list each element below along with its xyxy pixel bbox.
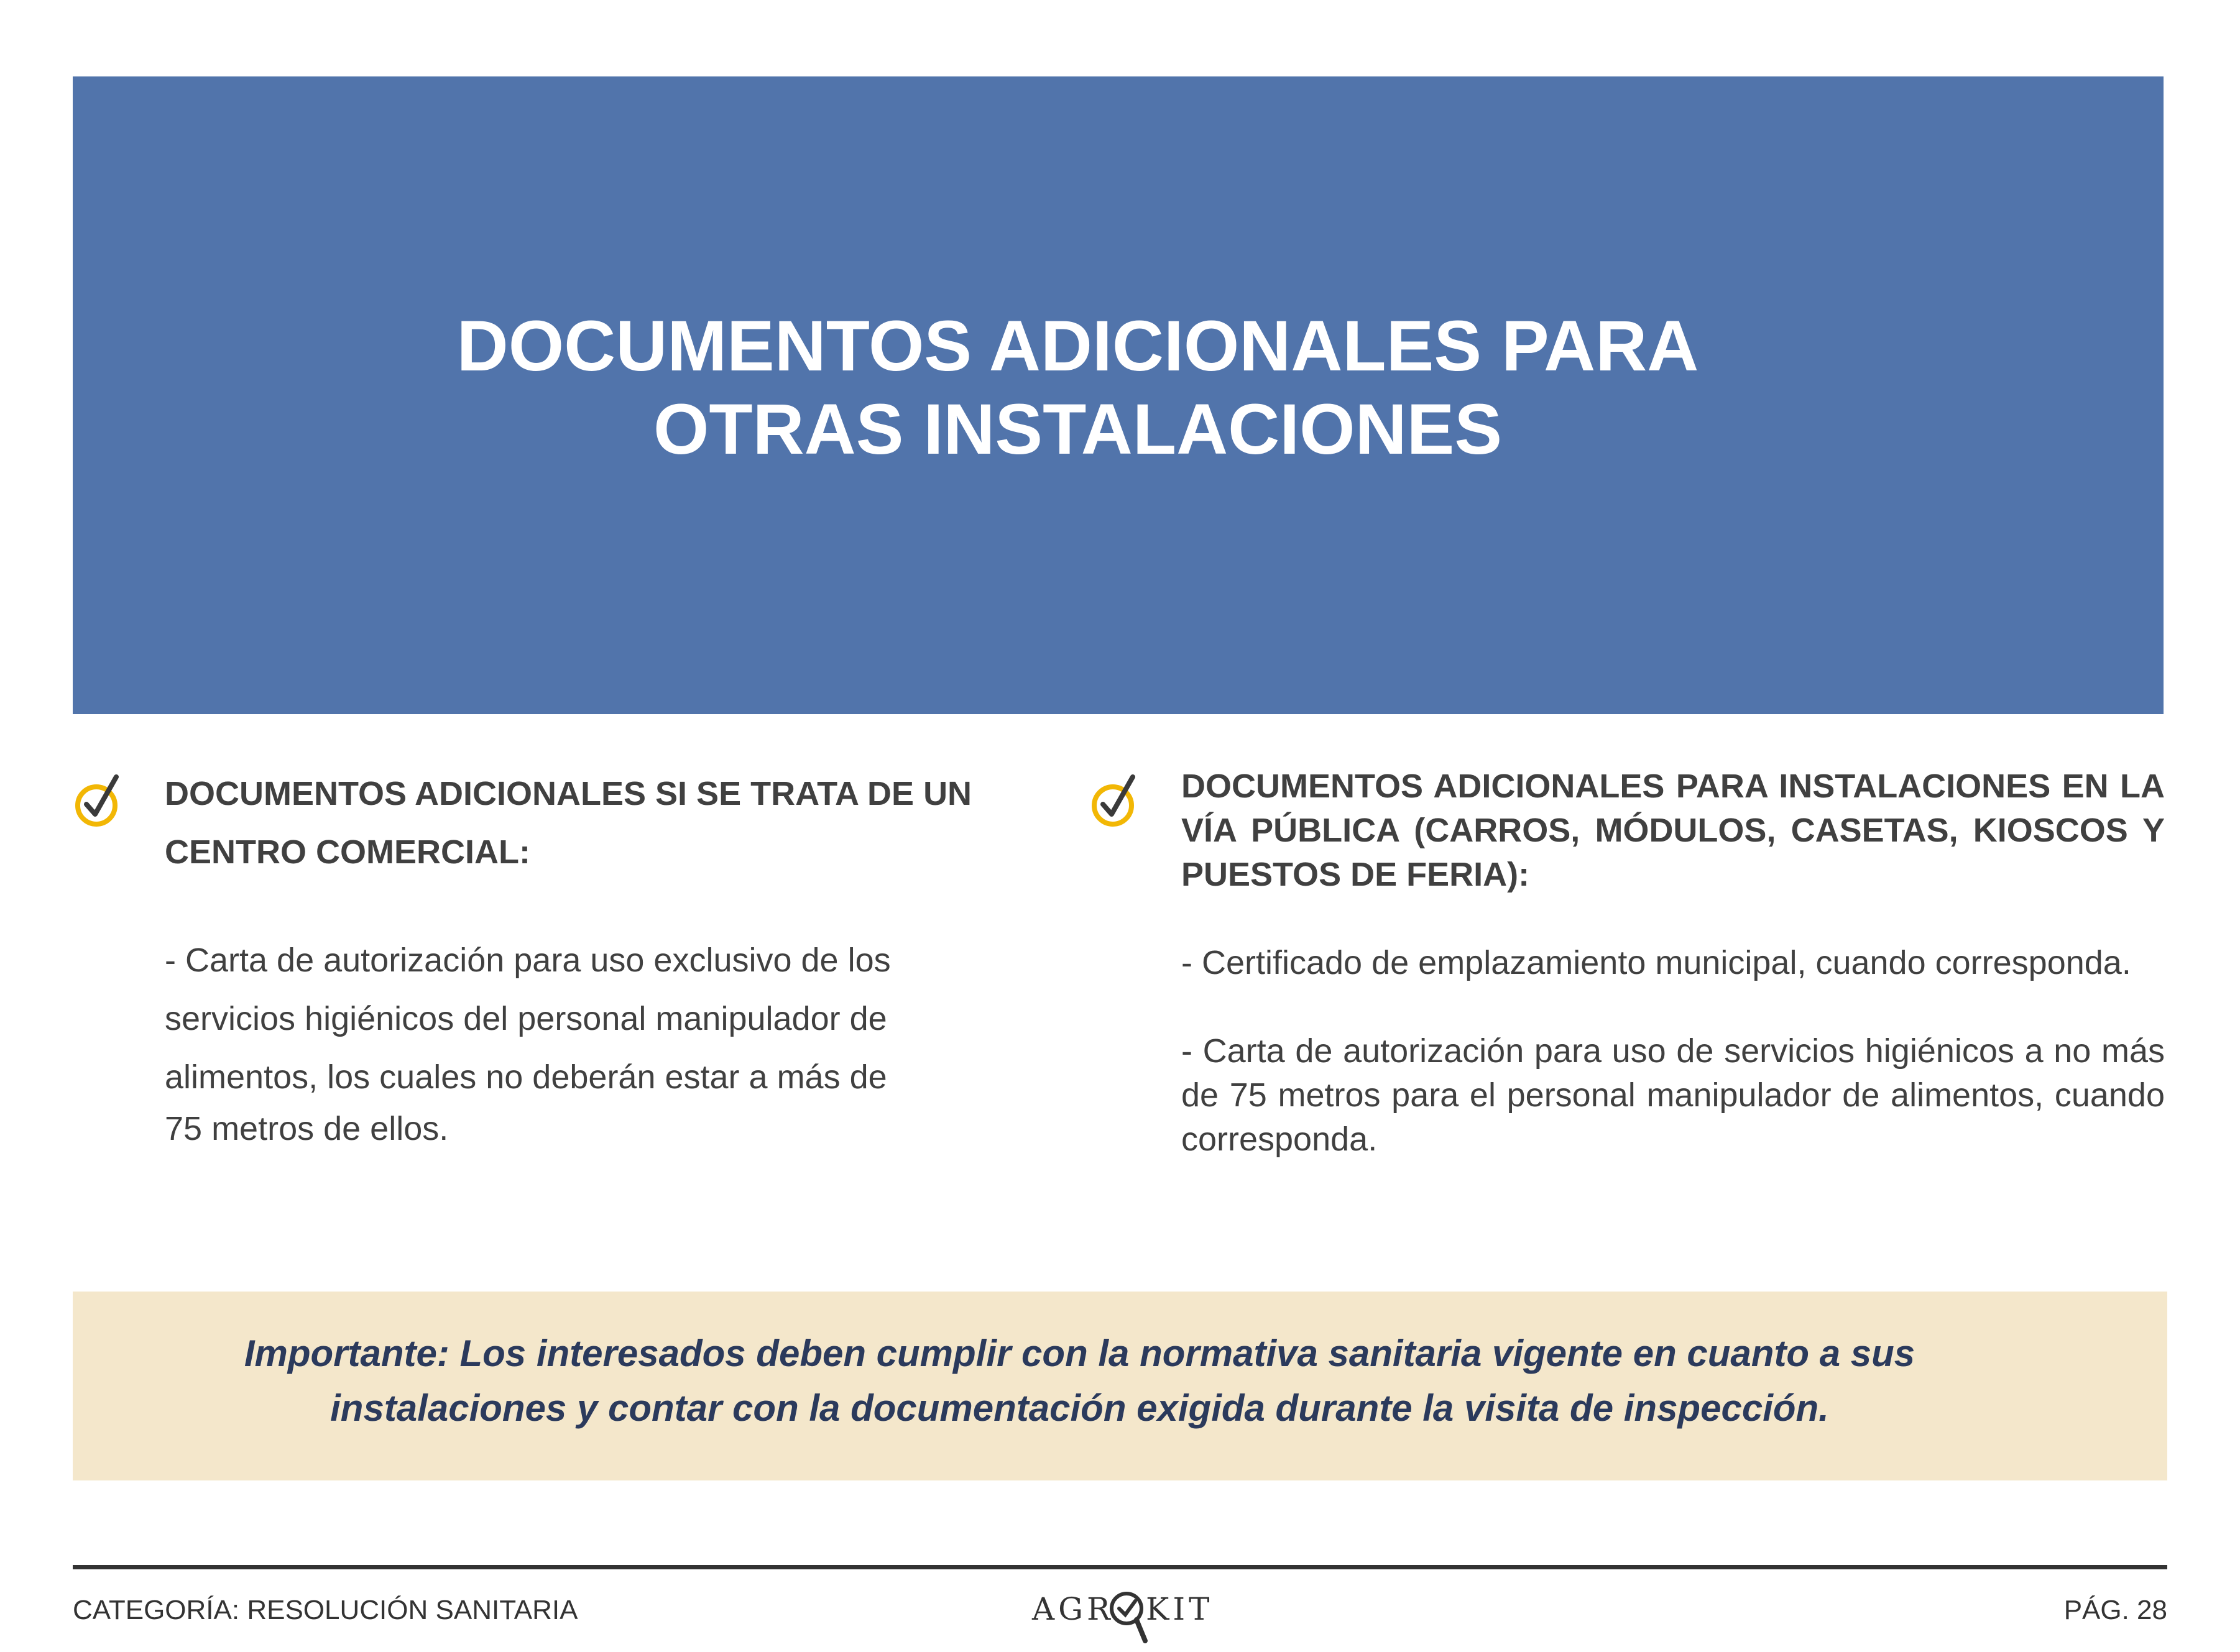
left-column [73,764,974,1151]
left-column-body [165,931,974,1151]
page-title-line-2: OTRAS INSTALACIONES [653,390,1503,469]
checkmark-icon [1089,772,1141,828]
important-note-box [73,1292,2167,1480]
footer-divider [73,1565,2167,1569]
right-item-carta: - Carta de autorización para uso de servicios higiénicos a no más de 75 metros para el personal manipulador de alimentos, cuando corresponda. [1181,1032,2165,1158]
note-line-2: instalaciones y contar con la documentación exigida durante la visita de inspección. [330,1387,1829,1429]
page-title-line-1: DOCUMENTOS ADICIONALES PARA [456,306,1699,386]
magnifier-check-icon [1107,1584,1150,1646]
note-line-1: Importante: Los interesados deben cumplir con la normativa sanitaria vigente en cuanto a sus [244,1333,1915,1374]
checkmark-icon [73,772,125,828]
left-heading-line-1: DOCUMENTOS ADICIONALES SI SE TRATA DE UN [165,775,972,812]
title-banner [73,76,2164,714]
right-column-heading: DOCUMENTOS ADICIONALES PARA INSTALACIONES EN LA VÍA PÚBLICA (CARROS, MÓDULOS, CASETAS, KIOSCOS Y PUESTOS DE FERIA): [1181,768,2165,893]
left-column-heading [165,764,974,881]
page-title [73,305,2164,471]
left-body-last-line: 75 metros de ellos. [165,1110,449,1147]
logo-text-left: AGR [1032,1591,1114,1627]
logo-text-right: KIT [1146,1591,1214,1627]
right-item-certificado: - Certificado de emplazamiento municipal, cuando corresponda. [1181,944,2131,981]
important-note-text [73,1326,2167,1436]
left-heading-line-2: CENTRO COMERCIAL: [165,833,530,871]
agrokit-logo [1032,1584,1214,1646]
left-body-text: - Carta de autorización para uso exclusivo de los servicios higiénicos del personal manipulador de alimentos, los cuales no deberán estar a más de [165,942,891,1096]
page-number: PÁG. 28 [2063,1595,2167,1625]
footer-category: CATEGORÍA: RESOLUCIÓN SANITARIA [73,1595,578,1625]
right-column [1089,764,2165,1162]
right-column-body [1181,941,2165,1162]
